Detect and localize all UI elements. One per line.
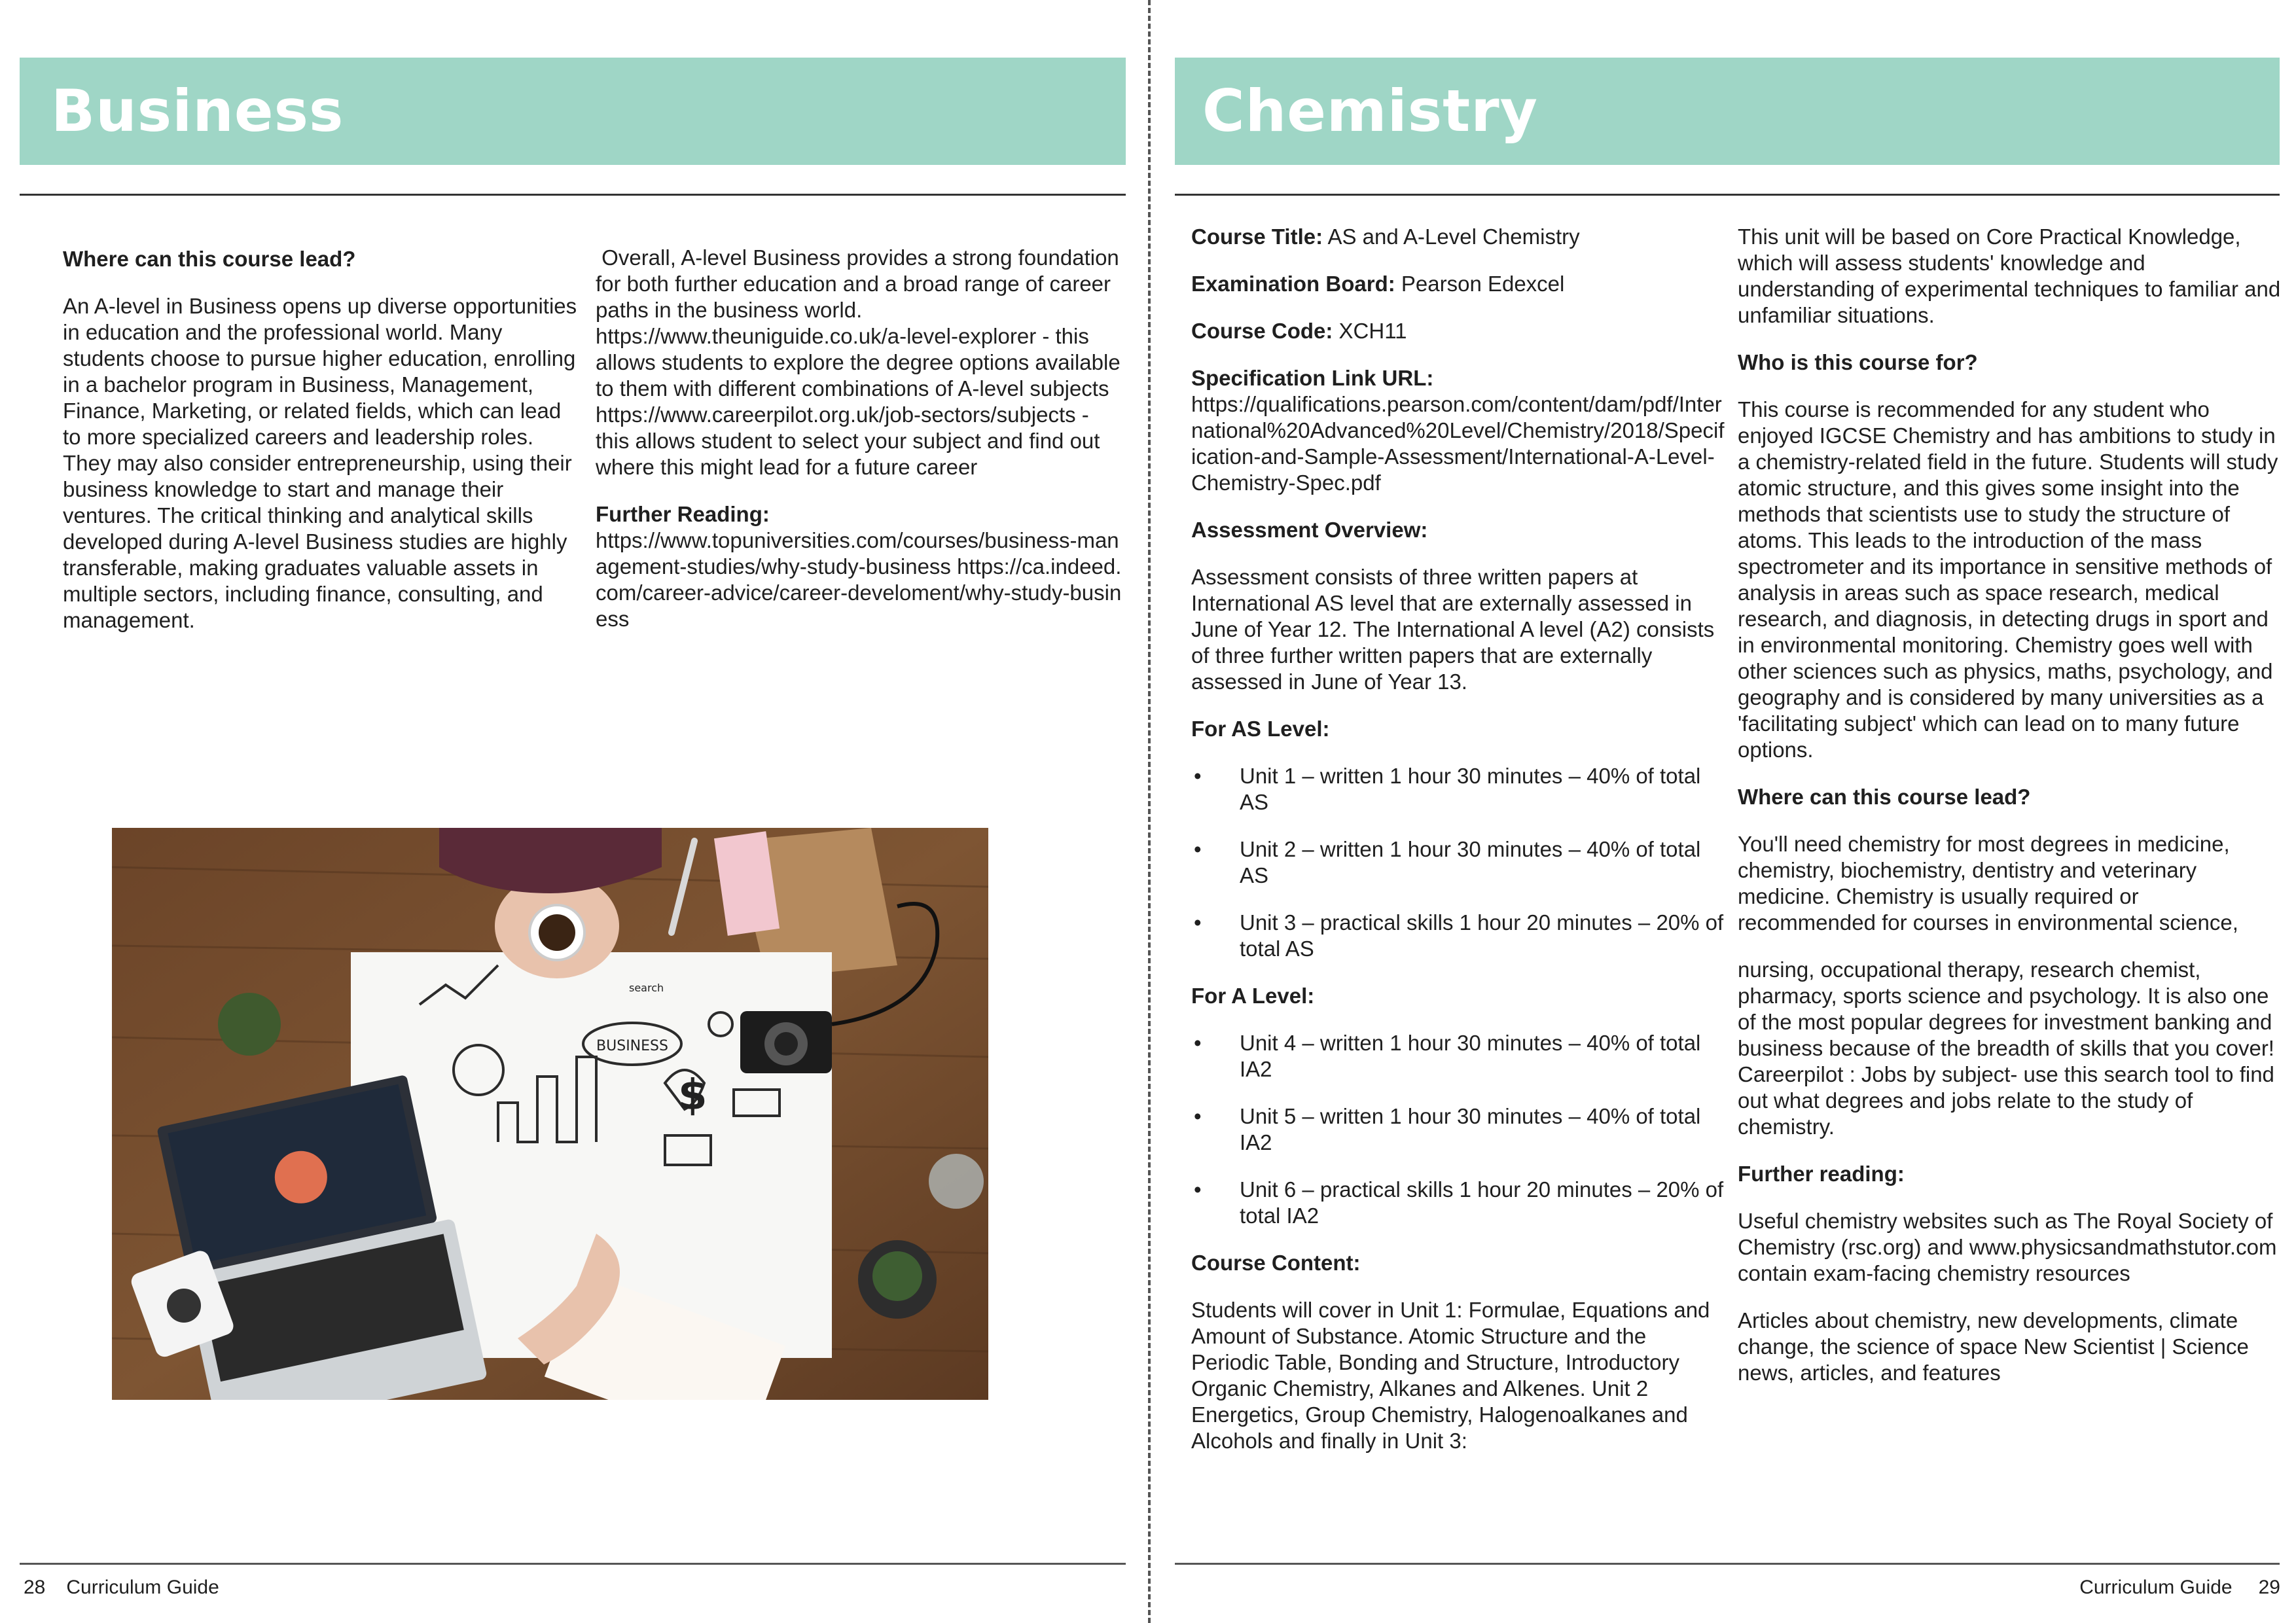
body-paragraph: You'll need chemistry for most degrees in medicine, chemistry, biochemistry, dentistry and veterinary medicine. Chemistry is usually required or recommended for courses in environmental science, (1738, 832, 2238, 935)
body-paragraph: nursing, occupational therapy, research chemist, pharmacy, sports science and psychology. It is also one of the most popular degrees for investment banking and business because of the breadth of skills that you cover! Careerpilot : Jobs by subject- use this search tool to find out what degrees and jobs relate to the study of chemistry. (1738, 957, 2274, 1139)
footer-label: Curriculum Guide (66, 1577, 219, 1598)
list-item: • Unit 5 – written 1 hour 30 minutes – 40% of total IA2 (1191, 1103, 1728, 1156)
page-number: 28 (24, 1577, 46, 1598)
as-unit-list (1191, 763, 1728, 962)
page-title: Chemistry (1202, 77, 1538, 145)
page-title: Business (51, 77, 344, 145)
chemistry-column-1 (1191, 224, 1728, 1475)
course-code-line (1191, 318, 1728, 344)
exam-board-label: Examination Board: (1191, 272, 1395, 296)
course-title-label: Course Title: (1191, 224, 1323, 249)
list-item: • Unit 1 – written 1 hour 30 minutes – 40% of total AS (1191, 763, 1728, 815)
plant (218, 993, 281, 1056)
page-number: 29 (2258, 1577, 2280, 1598)
spec-link-url: https://qualifications.pearson.com/content/dam/pdf/International%20Advanced%20Level/Chemistry/2018/Specification-and-Sample-Assessment/International-A-Level-Chemistry-Spec.pdf (1191, 392, 1725, 495)
list-item: • Unit 6 – practical skills 1 hour 20 minutes – 20% of total IA2 (1191, 1177, 1728, 1229)
body-paragraph: This unit will be based on Core Practical Knowledge, which will assess students' knowledge and understanding of experimental techniques to familiar and unfamiliar situations. (1738, 224, 2281, 327)
business-sketch-label: BUSINESS (596, 1038, 668, 1054)
body-paragraph: Assessment consists of three written papers at International AS level that are externally assessed in June of Year 12. The International A level (A2) consists of three further written papers that are externally assessed in June of Year 13. (1191, 565, 1715, 694)
section-heading: Who is this course for? (1738, 350, 1978, 374)
course-title-line (1191, 224, 1728, 250)
body-paragraph: Articles about chemistry, new developments, climate change, the science of space New Scientist | Science news, articles, and features (1738, 1308, 2249, 1385)
search-sketch-label: search (629, 982, 664, 994)
body-paragraph: An A-level in Business opens up diverse opportunities in education and the professional world. Many students choose to pursue higher education, enrolling in a bachelor program in Business, Management, Finance, Marketing, or related fields, which can lead to more specialized careers and leadership roles. They may also consider entrepreneurship, using their business knowledge to start and manage their ventures. The critical thinking and analytical skills developed during A-level Business studies are highly transferable, making graduates valuable assets in multiple sectors, including finance, consulting, and management. (63, 294, 577, 632)
list-item: • Unit 3 – practical skills 1 hour 20 minutes – 20% of total AS (1191, 910, 1728, 962)
further-reading-links: https://www.topuniversities.com/courses/business-management-studies/why-study-business https://ca.indeed.com/career-advice/career-develoment/why-study-business (596, 528, 1122, 631)
section-heading: Where can this course lead? (1738, 785, 2031, 809)
footer-rule (1175, 1563, 2280, 1565)
chemistry-column-2 (1738, 224, 2281, 1407)
body-paragraph: Useful chemistry websites such as The Royal Society of Chemistry (rsc.org) and www.physicsandmathstutor.com contain exam-facing chemistry resources (1738, 1209, 2277, 1285)
a-unit-list (1191, 1030, 1728, 1229)
page-fold-divider (1148, 0, 1151, 1623)
section-heading: For A Level: (1191, 984, 1315, 1008)
header-rule (1175, 194, 2280, 196)
course-code-value: XCH11 (1333, 319, 1407, 343)
list-item: • Unit 4 – written 1 hour 30 minutes – 40% of total IA2 (1191, 1030, 1728, 1082)
section-heading: Further reading: (1738, 1162, 1905, 1186)
chemistry-title-banner (1175, 58, 2280, 165)
business-title-banner (20, 58, 1126, 165)
business-desk-photo (112, 828, 988, 1400)
exam-board-value: Pearson Edexcel (1395, 272, 1565, 296)
course-title-value: AS and A-Level Chemistry (1323, 224, 1580, 249)
right-page-footer (2079, 1575, 2280, 1601)
section-heading: Course Content: (1191, 1251, 1361, 1275)
business-column-1 (63, 246, 580, 654)
body-paragraph: Students will cover in Unit 1: Formulae, Equations and Amount of Substance. Atomic Structure and the Periodic Table, Bonding and Structure, Introductory Organic Chemistry, Alkanes and Alkenes. Unit 2 Energetics, Group Chemistry, Halogenoalkanes and Alcohols and finally in Unit 3: (1191, 1298, 1710, 1453)
section-heading: Assessment Overview: (1191, 518, 1428, 542)
business-column-2 (596, 245, 1126, 653)
footer-label: Curriculum Guide (2079, 1577, 2233, 1598)
section-heading: For AS Level: (1191, 717, 1330, 741)
header-rule (20, 194, 1126, 196)
spec-link-label: Specification Link URL: (1191, 366, 1434, 390)
body-paragraph: This course is recommended for any student who enjoyed IGCSE Chemistry and has ambitions to study in a chemistry-related field in the future. Students will study atomic structure, and this gives some insight into the methods that scientists use to study the structure of atoms. This leads to the introduction of the mass spectrometer and its importance in sensitive methods of analysis in areas such as space research, medical research, and diagnosis, in detecting drugs in sport and in environmental monitoring. Chemistry goes well with other sciences such as physics, maths, psychology, and geography and is considered by many universities as a 'facilitating subject' which can lead on to many future options. (1738, 397, 2278, 762)
dollar-sketch: $ (678, 1071, 708, 1120)
footer-rule (20, 1563, 1126, 1565)
section-heading: Where can this course lead? (63, 247, 356, 271)
section-heading: Further Reading: (596, 502, 770, 526)
exam-board-line (1191, 271, 1728, 297)
glass (929, 1154, 984, 1209)
list-item: • Unit 2 – written 1 hour 30 minutes – 40% of total AS (1191, 836, 1728, 889)
body-paragraph: Overall, A-level Business provides a strong foundation for both further education and a broad range of career paths in the business world. https://www.theuniguide.co.uk/a-level-explorer - this allows students to explore the degree options available to them with different combinations of A-level subjects https://www.careerpilot.org.uk/job-sectors/subjects - this allows student to select your subject and find out where this might lead for a future career (596, 245, 1126, 479)
course-code-label: Course Code: (1191, 319, 1333, 343)
left-page-footer (24, 1575, 219, 1601)
